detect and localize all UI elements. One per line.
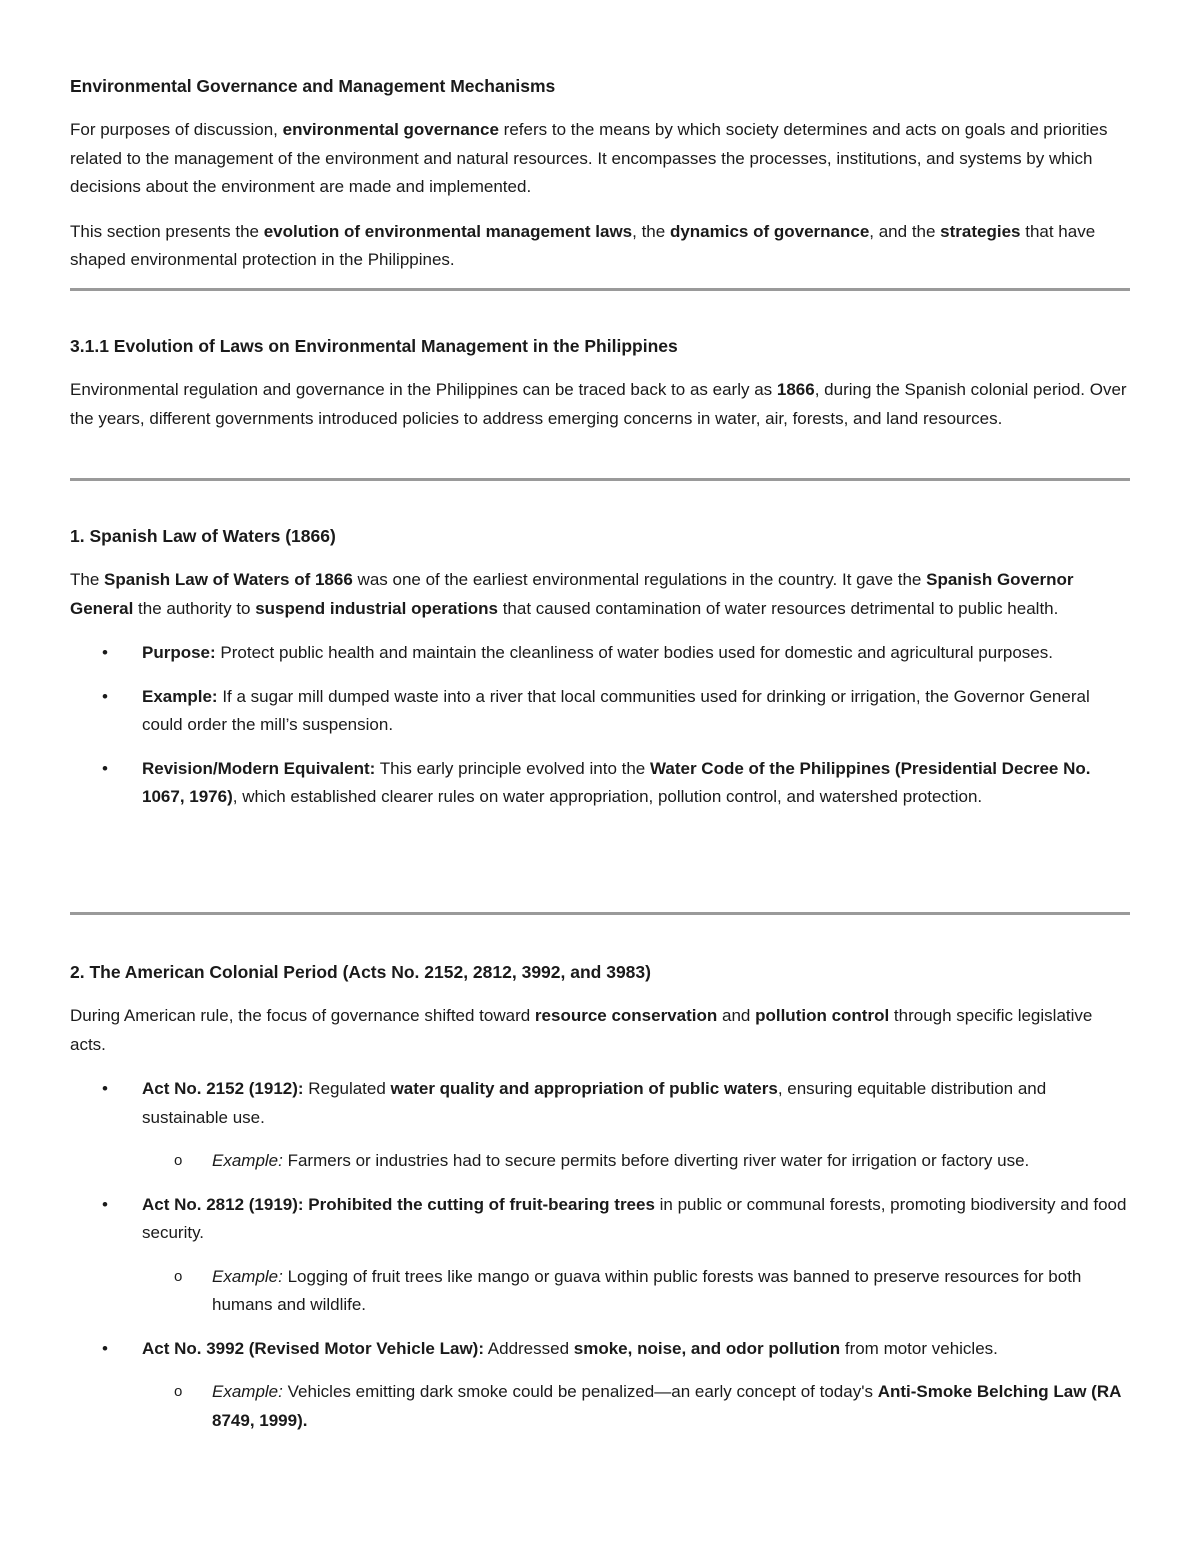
bullet-list <box>70 639 1130 812</box>
text: and <box>717 1006 756 1025</box>
divider <box>70 478 1130 481</box>
bullet-list <box>70 1335 1130 1364</box>
bold-term: Water Code of the Philippines (Presidential Decree No. 1067, 1976) <box>142 758 1091 806</box>
section-heading: 1. Spanish Law of Waters (1866) <box>70 526 336 546</box>
list-item <box>70 639 1130 668</box>
bold-term: Purpose: <box>142 643 216 662</box>
bold-term: Anti-Smoke Belching Law (RA 8749, 1999). <box>212 1382 1121 1430</box>
italic-label: Example: <box>212 1382 283 1401</box>
text: in public or communal forests, promoting biodiversity and food security. <box>142 1194 1127 1242</box>
bold-term: Spanish Governor General <box>70 570 1074 618</box>
text: Vehicles emitting dark smoke could be penalized—an early concept of today's <box>282 1382 878 1401</box>
text: , and the <box>869 221 941 241</box>
bold-term: Act No. 2812 (1919): <box>142 1194 304 1214</box>
document-title: Environmental Governance and Management Mechanisms <box>70 76 556 96</box>
text: The <box>70 570 105 589</box>
text: , which established clearer rules on water appropriation, pollution control, and watershed protection. <box>232 787 983 806</box>
list-item-act-3992 <box>70 1335 1130 1364</box>
bold-term: Spanish Law of Waters of 1866 <box>104 570 353 589</box>
bold-term: Act No. 2152 (1912): <box>142 1079 304 1098</box>
section-paragraph <box>70 1002 1130 1059</box>
bold-term: Act No. 3992 (Revised Motor Vehicle Law): <box>142 1338 484 1358</box>
bullet-icon: • <box>102 758 108 778</box>
bullet-icon: • <box>102 1338 108 1358</box>
section-paragraph <box>70 376 1130 433</box>
text: Addressed <box>483 1338 574 1358</box>
divider <box>70 288 1130 291</box>
section-american-period <box>70 958 1130 1435</box>
text: , during the Spanish colonial period. Over the years, different governments introduced policies to address emerging concerns in water, air, forests, and land resources. <box>70 380 1127 428</box>
bold-term: dynamics of governance <box>669 221 870 241</box>
bold-term: evolution of environmental management laws <box>263 221 633 241</box>
intro-paragraph-2 <box>70 218 1130 275</box>
bold-term: pollution control <box>755 1006 890 1025</box>
list-item-act-2812 <box>70 1191 1130 1248</box>
bold-term: resource conservation <box>534 1006 718 1025</box>
list-item-act-2152 <box>70 1075 1130 1132</box>
sub-list <box>70 1378 1130 1435</box>
bullet-list <box>70 1075 1130 1132</box>
text: , the <box>632 221 670 241</box>
bullet-icon: • <box>102 1194 108 1214</box>
text: If a sugar mill dumped waste into a river that local communities used for drinking or irrigation, the Governor General could order the mill’s suspension. <box>142 686 1090 734</box>
bold-term: strategies <box>940 221 1021 241</box>
bullet-icon: • <box>102 643 108 662</box>
italic-label: Example: <box>212 1151 283 1170</box>
section-3-1-1 <box>70 332 1130 433</box>
text: Farmers or industries had to secure permits before diverting river water for irrigation or factory use. <box>282 1151 1030 1170</box>
text: the authority to <box>133 598 256 618</box>
text: This early principle evolved into the <box>375 758 650 778</box>
section-heading: 3.1.1 Evolution of Laws on Environmental Management in the Philippines <box>70 336 678 356</box>
text: Logging of fruit trees like mango or guava within public forests was banned to preserve resources for both humans and wildlife. <box>212 1266 1082 1314</box>
text: Regulated <box>303 1079 391 1098</box>
text: refers to the means by which society determines and acts on goals and priorities related to the management of the environment and natural resources. It encompasses the processes, institutions, and systems by which decisions about the environment are made and implemented. <box>70 120 1108 196</box>
sub-list <box>70 1263 1130 1320</box>
text: Protect public health and maintain the cleanliness of water bodies used for domestic and agricultural purposes. <box>215 643 1053 662</box>
bold-term: water quality and appropriation of public waters <box>390 1079 778 1098</box>
divider <box>70 912 1130 915</box>
text: that have shaped environmental protection in the Philippines. <box>70 221 1096 269</box>
section-heading: 2. The American Colonial Period (Acts No. 2152, 2812, 3992, and 3983) <box>70 962 651 982</box>
text: During American rule, the focus of governance shifted toward <box>70 1006 535 1025</box>
text: through specific legislative acts. <box>70 1006 1093 1054</box>
text: that caused contamination of water resources detrimental to public health. <box>497 598 1059 618</box>
text: was one of the earliest environmental regulations in the country. It gave the <box>352 570 927 589</box>
section-spanish-law <box>70 522 1130 812</box>
text: For purposes of discussion, <box>70 120 283 139</box>
text: Environmental regulation and governance in the Philippines can be traced back to as early as <box>70 380 777 399</box>
bullet-list <box>70 1191 1130 1248</box>
bold-term: suspend industrial operations <box>255 598 498 618</box>
sub-list <box>70 1147 1130 1176</box>
bold-term: Example: <box>142 686 218 706</box>
intro-section <box>70 72 1130 275</box>
circle-bullet-icon: o <box>174 1383 183 1400</box>
sub-list-item <box>70 1263 1130 1320</box>
text: This section presents the <box>70 221 264 241</box>
bold-term: smoke, noise, and odor pollution <box>573 1338 841 1358</box>
bullet-icon: • <box>102 686 108 706</box>
list-item <box>70 683 1130 740</box>
list-item <box>70 755 1130 812</box>
bold-term: 1866 <box>776 380 815 399</box>
bold-term: environmental governance <box>282 120 499 139</box>
bold-term: Revision/Modern Equivalent: <box>142 758 376 778</box>
circle-bullet-icon: o <box>174 1267 183 1285</box>
bold-term: Prohibited the cutting of fruit-bearing trees <box>303 1194 655 1214</box>
intro-paragraph-1 <box>70 116 1130 202</box>
sub-list-item <box>70 1147 1130 1176</box>
bullet-icon: • <box>102 1079 108 1098</box>
sub-list-item <box>70 1378 1130 1435</box>
italic-label: Example: <box>212 1266 283 1286</box>
text: from motor vehicles. <box>840 1338 998 1358</box>
section-paragraph <box>70 566 1130 623</box>
circle-bullet-icon: o <box>174 1152 183 1169</box>
text: , ensuring equitable distribution and sustainable use. <box>142 1079 1047 1127</box>
